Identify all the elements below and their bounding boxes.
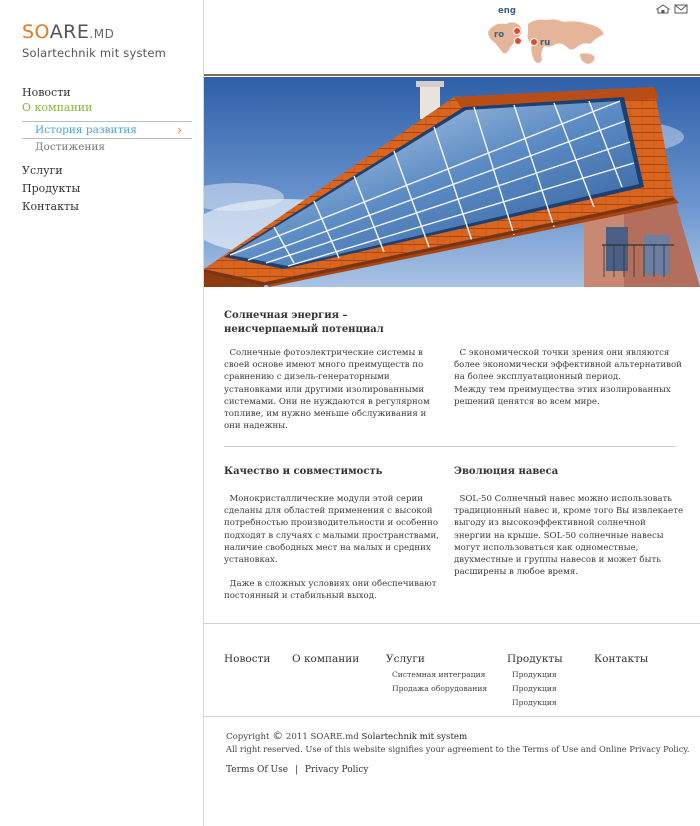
logo-tagline: Solartechnik mit system [22,46,167,60]
text-line: Даже в сложных условиях они обеспечивают [224,579,437,590]
text-line: SOL-50 Солнечный навес можно использовать [454,494,672,504]
logo-so: SO [22,21,50,43]
text-line: на более эксплуатационный период. [454,372,621,383]
footer-nav-news[interactable]: Новости [224,653,271,665]
text-line: Монокристаллические модули этой серии [224,494,423,504]
nav-item-contacts[interactable]: Контакты [22,200,79,213]
subnav [22,121,192,157]
privacy-link[interactable]: Privacy Policy [304,765,369,775]
text-line: С экономической точки зрения они являются [454,348,670,358]
text-line: установками или другими изолированными [224,384,425,395]
text-line: более экономически эффективной альтернативой [454,360,682,371]
subnav-item-history-label: История развития [35,124,137,136]
text-line: топливе, им нужно меньше обслуживания и [224,409,427,420]
footer-link-product[interactable]: Продукция [512,698,557,707]
rights-text: All right reserved. Use of this website signifies your agreement to the Terms of Use and Online Privacy Policy. [226,744,690,754]
footer-services-list [392,668,487,696]
world-map [484,6,609,76]
logo-are: ARE [49,21,90,43]
text-line: традиционный навес и, кроме того Вы извлекаете [454,506,684,517]
section-title-quality: Качество и совместимость [224,466,383,477]
hero-image [204,77,700,287]
nav-item-products[interactable]: Продукты [22,182,81,195]
section3-text [454,493,694,578]
lang-ru[interactable]: ru [540,38,551,48]
chevron-right-icon: › [177,123,182,137]
footer-nav-services[interactable]: Услуги [386,653,425,665]
section-title-solar-line1: Солнечная энергия – [224,310,348,321]
footer-divider-bottom [204,716,700,717]
header [204,0,700,75]
logo-md: .MD [89,27,115,41]
mail-icon[interactable] [674,4,688,14]
sidebar [0,0,204,826]
section-title-solar-line2: неисчерпаемый потенциал [224,324,384,335]
top-icons [656,4,688,14]
lang-ro[interactable]: ro [494,30,505,40]
text-line: расширены в любое время. [454,567,578,578]
footer-link-integration[interactable]: Системная интеграция [392,670,486,679]
text-line: подходят в случаях с малыми пространствами, [224,530,439,541]
footer-products-list [512,668,557,710]
text-line: двухместные и группы навесов и может быть [454,555,661,566]
header-divider [204,74,700,76]
solar-roof-illustration [204,77,700,287]
text-line: Между тем преимущества этих изолированных [454,384,671,395]
logo[interactable] [22,22,166,60]
footer-divider-top [204,623,700,624]
text-line: выгоду из высокоэффективной солнечной [454,518,646,529]
link-separator: | [294,765,298,775]
section1-right-text [454,347,694,408]
footer-nav-contacts[interactable]: Контакты [594,653,649,665]
copyright-tagline: Solartechnik mit system [361,732,468,742]
copyright-icon: © [272,729,284,742]
text-line: наличие свободных мест на малых и средних [224,542,431,553]
nav-item-services[interactable]: Услуги [22,164,63,177]
copyright-line [226,729,467,742]
footer-link-product[interactable]: Продукция [512,684,557,693]
copyright-year: 2011 SOARE.md [285,732,359,742]
text-line [224,566,439,578]
logo-title [22,22,166,44]
text-line: сравнению с дизель-генераторными [224,372,390,383]
terms-link[interactable]: Terms Of Use [226,765,289,775]
nav-item-about[interactable]: О компании [22,101,93,114]
text-line: могут использоваться как одноместные, [454,542,639,553]
footer-nav-about[interactable]: О компании [292,653,360,665]
content-divider [224,446,676,447]
footer-link-product[interactable]: Продукция [512,670,557,679]
main-area [204,0,700,826]
text-line: потребностью производительности и особенно [224,518,439,529]
section1-left-text [224,347,434,432]
section-title-solar [224,309,384,337]
subnav-item-history[interactable] [22,121,192,139]
text-line: решений ценятся во всем мире. [454,396,600,407]
text-line: сделаны для областей применения с высокой [224,506,433,517]
text-line: Солнечные фотоэлектрические системы в [224,348,423,358]
footer-links [226,765,369,775]
subnav-item-achievements[interactable]: Достижения [35,141,106,153]
footer-nav-products[interactable]: Продукты [507,653,563,665]
section-title-canopy: Эволюция навеса [454,466,559,477]
text-line: своей основе имеют много преимуществ по [224,360,424,371]
lang-eng[interactable]: eng [498,6,516,16]
text-line: энергии на крыше. SOL-50 солнечные навесы [454,530,664,541]
text-line: установках. [224,555,278,566]
section2-text [224,493,439,603]
text-line: постоянный и стабильный выход. [224,591,377,602]
copyright-prefix: Copyright [226,732,270,742]
text-line: они надежны. [224,421,288,432]
text-line: системами. Они не нуждаются в регулярном [224,396,430,407]
home-icon[interactable] [656,4,670,14]
nav-item-news[interactable]: Новости [22,86,71,99]
footer-link-equipment[interactable]: Продажа оборудования [392,684,488,693]
